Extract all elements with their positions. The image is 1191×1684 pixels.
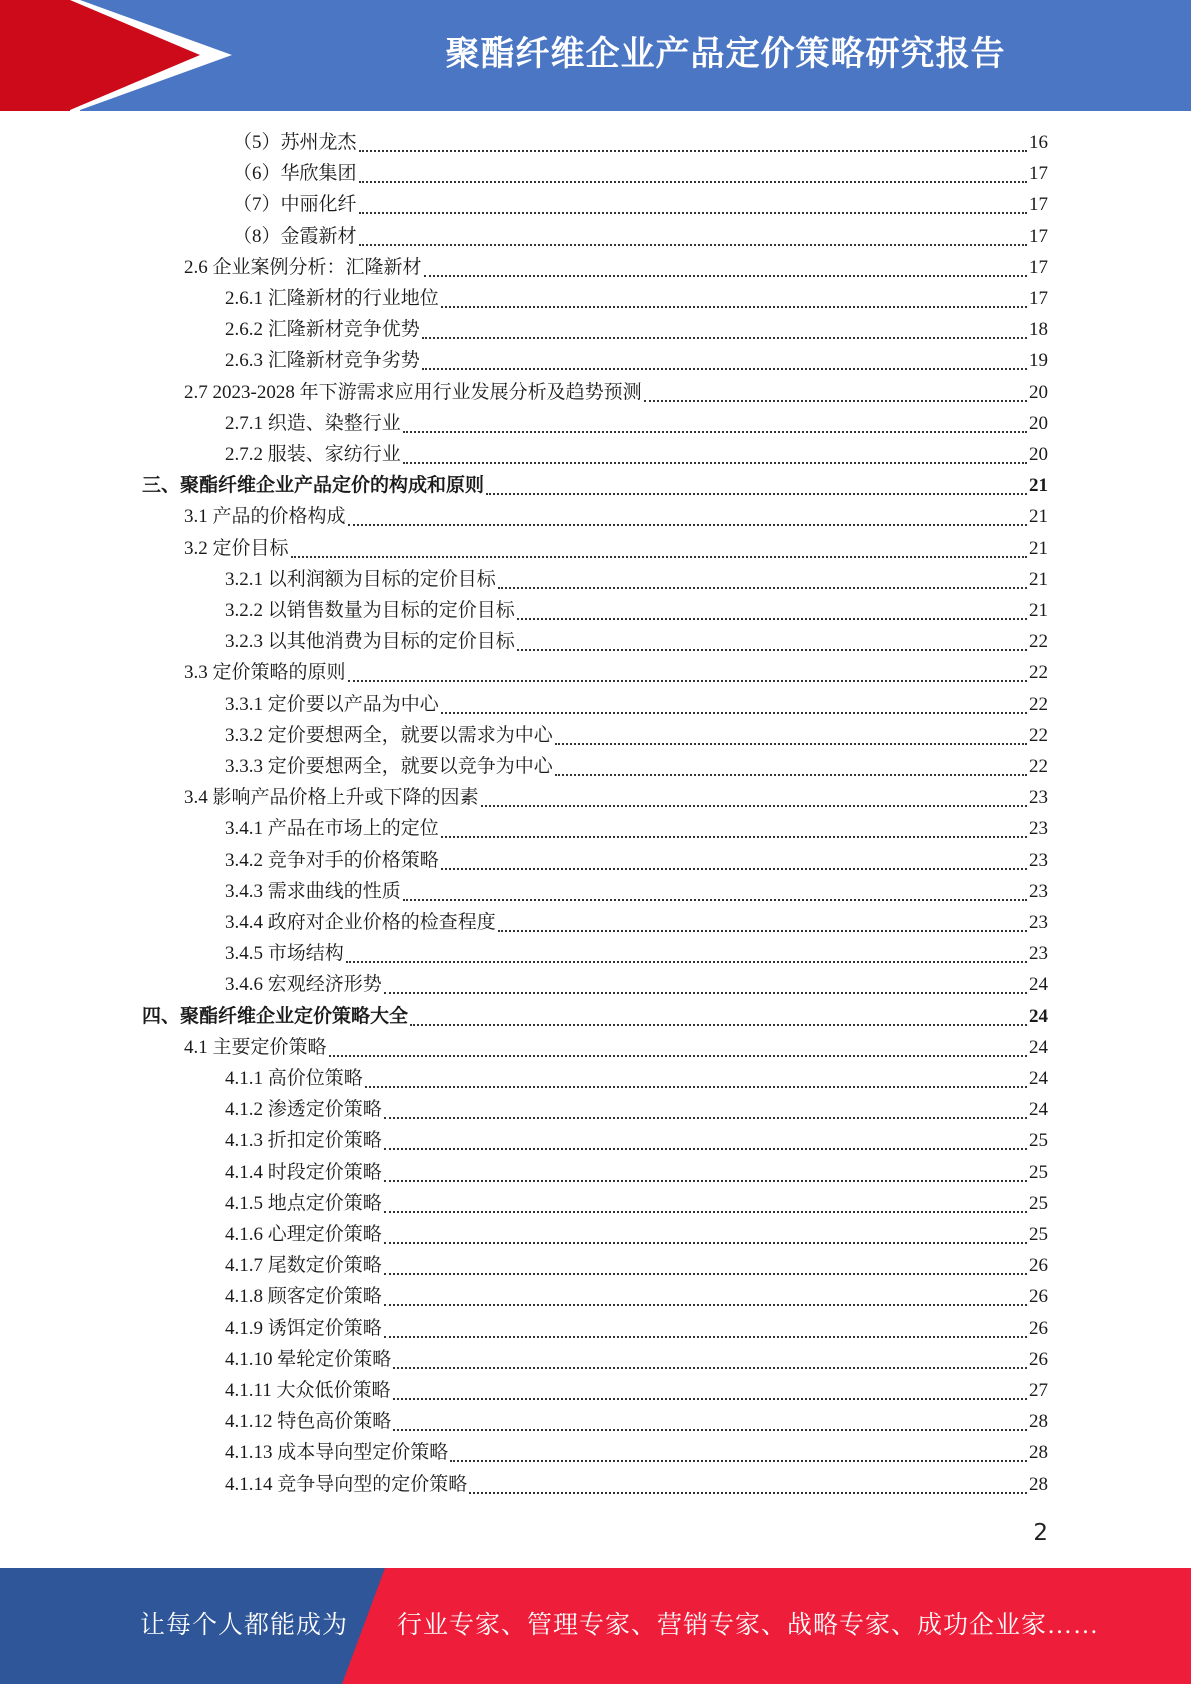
toc-entry-page: 21 [1029,506,1048,528]
toc-entry-label: 4.1.12 特色高价策略 [225,1411,392,1433]
toc-entry-label: 3.3.1 定价要以产品为中心 [225,693,439,715]
toc-entry[interactable] [233,126,1048,156]
toc-entry[interactable] [225,1468,1048,1498]
toc-entry[interactable] [233,157,1048,187]
toc-entry-label: 4.1.4 时段定价策略 [225,1161,382,1183]
toc-entry-page: 25 [1029,1224,1048,1245]
toc-entry[interactable] [225,1405,1048,1435]
footer-slogan-left: 让每个人都能成为 [140,1612,349,1639]
toc-entry-label: 3.1 产品的价格构成 [184,506,346,528]
toc-leader-dots [441,688,1027,714]
toc-leader-dots [359,188,1027,214]
toc-entry-page: 17 [1029,256,1048,278]
toc-entry[interactable] [184,781,1048,811]
toc-entry-label: 四、聚酯纤维企业定价策略大全 [142,1005,409,1027]
toc-entry-page: 22 [1029,756,1048,777]
toc-entry[interactable] [233,220,1048,250]
toc-entry-label: 4.1.5 地点定价策略 [225,1192,382,1214]
toc-entry-page: 28 [1029,1473,1048,1495]
toc-entry-label: 3.4.2 竞争对手的价格策略 [225,849,439,871]
toc-entry-page: 23 [1029,787,1048,809]
toc-leader-dots [384,1187,1027,1213]
toc-entry[interactable] [225,1062,1048,1092]
toc-entry-label: 4.1.8 顾客定价策略 [225,1286,382,1308]
toc-leader-dots [384,1156,1027,1182]
toc-entry-label: 3.3.3 定价要想两全，就要以竞争为中心 [225,756,553,777]
toc-leader-dots [393,1374,1027,1400]
page-footer [0,1568,1191,1684]
toc-entry-page: 20 [1029,381,1048,403]
toc-leader-dots [517,594,1027,620]
toc-entry-page: 20 [1029,412,1048,434]
toc-entry-page: 18 [1029,319,1048,341]
footer-slogan-right: 行业专家、管理专家、营销专家、战略专家、成功企业家…… [397,1612,1100,1639]
toc-entry[interactable] [225,688,1048,718]
toc-entry-label: （7）中丽化纤 [233,194,357,216]
toc-entry-label: 3.4.1 产品在市场上的定位 [225,818,439,840]
toc-entry[interactable] [225,844,1048,874]
toc-leader-dots [424,251,1027,277]
toc-entry[interactable] [225,1124,1048,1154]
toc-entry-page: 24 [1029,1068,1048,1089]
toc-entry-label: 4.1.13 成本导向型定价策略 [225,1442,449,1464]
toc-entry-label: 2.7.2 服装、家纺行业 [225,444,401,465]
toc-entry-page: 21 [1029,475,1048,497]
toc-entry-page: 16 [1029,132,1048,153]
toc-entry-page: 28 [1029,1442,1048,1464]
toc-entry[interactable] [225,1093,1048,1123]
toc-entry[interactable] [225,407,1048,437]
header-red-block [0,0,70,111]
toc-leader-dots [384,1312,1027,1338]
toc-leader-dots [348,500,1027,526]
toc-entry-page: 26 [1029,1348,1048,1370]
toc-entry-page: 23 [1029,943,1048,965]
toc-entry[interactable] [225,282,1048,312]
toc-entry[interactable] [225,968,1048,998]
toc-entry-page: 17 [1029,225,1048,247]
toc-leader-dots [450,1436,1027,1462]
report-title: 聚酯纤维企业产品定价策略研究报告 [445,34,1006,74]
toc-entry[interactable] [225,1343,1048,1373]
toc-entry-label: 4.1.14 竞争导向型的定价策略 [225,1473,468,1495]
toc-entry[interactable] [184,1031,1048,1061]
toc-entry-label: 2.7.1 织造、染整行业 [225,412,401,434]
toc-entry-page: 25 [1029,1192,1048,1214]
toc-entry-page: 19 [1029,350,1048,372]
toc-leader-dots [498,906,1027,932]
toc-leader-dots [348,656,1027,682]
toc-entry-page: 24 [1029,1036,1048,1058]
toc-leader-dots [422,313,1027,339]
toc-entry-label: 3.4.3 需求曲线的性质 [225,880,401,902]
toc-entry[interactable] [184,656,1048,686]
toc-entry-label: 三、聚酯纤维企业产品定价的构成和原则 [142,475,485,497]
toc-leader-dots [359,157,1027,183]
toc-leader-dots [384,1124,1027,1150]
toc-leader-dots [403,438,1027,464]
toc-entry[interactable] [225,563,1048,593]
toc-leader-dots [498,563,1027,589]
toc-entry-label: 4.1.6 心理定价策略 [225,1224,382,1245]
toc-entry[interactable] [225,625,1048,655]
toc-leader-dots [555,750,1027,776]
toc-entry-page: 21 [1029,537,1048,559]
toc-entry[interactable] [225,1374,1048,1404]
toc-leader-dots [384,968,1027,994]
toc-entry-label: 4.1.7 尾数定价策略 [225,1255,382,1277]
toc-entry-label: 3.4.4 政府对企业价格的检查程度 [225,912,496,933]
toc-entry[interactable] [225,1156,1048,1186]
toc-entry-page: 20 [1029,444,1048,465]
toc-leader-dots [441,282,1027,308]
toc-leader-dots [486,469,1027,495]
toc-entry-label: 3.3.2 定价要想两全，就要以需求为中心 [225,724,553,746]
toc-entry-page: 26 [1029,1317,1048,1339]
toc-entry[interactable] [225,1249,1048,1279]
toc-entry[interactable] [225,750,1048,780]
toc-entry[interactable] [184,500,1048,530]
toc-entry[interactable] [225,1280,1048,1310]
toc-entry-page: 17 [1029,163,1048,185]
toc-entry-page: 17 [1029,288,1048,309]
toc-entry[interactable] [184,376,1048,406]
toc-leader-dots [644,376,1027,402]
toc-entry-label: 4.1.11 大众低价策略 [225,1380,391,1401]
toc-entry-label: 2.6.3 汇隆新材竞争劣势 [225,350,420,372]
toc-leader-dots [403,407,1027,433]
toc-entry-label: 4.1.1 高价位策略 [225,1068,363,1089]
toc-entry-page: 17 [1029,194,1048,216]
toc-entry-page: 22 [1029,724,1048,746]
toc-leader-dots [393,1343,1027,1369]
toc-leader-dots [441,844,1027,870]
toc-leader-dots [359,126,1027,152]
toc-entry-label: 4.1.3 折扣定价策略 [225,1130,382,1152]
toc-entry-page: 25 [1029,1130,1048,1152]
toc-entry-page: 26 [1029,1255,1048,1277]
toc-entry-label: （6）华欣集团 [233,163,357,185]
toc-entry-page: 22 [1029,662,1048,684]
toc-entry-label: 3.2.2 以销售数量为目标的定价目标 [225,600,515,621]
toc-leader-dots [384,1218,1027,1244]
toc-leader-dots [384,1249,1027,1275]
toc-leader-dots [384,1093,1027,1119]
toc-entry-label: 3.2.3 以其他消费为目标的定价目标 [225,631,515,653]
toc-entry[interactable] [225,1312,1048,1342]
toc-entry-label: 3.4 影响产品价格上升或下降的因素 [184,787,479,809]
toc-entry-page: 24 [1029,974,1048,996]
toc-entry[interactable] [225,1187,1048,1217]
toc-entry-label: 4.1.10 晕轮定价策略 [225,1348,392,1370]
toc-entry[interactable] [233,188,1048,218]
toc-chapter-entry[interactable] [142,469,1048,499]
toc-leader-dots [384,1280,1027,1306]
toc-leader-dots [469,1468,1027,1494]
toc-entry-label: 3.4.5 市场结构 [225,943,344,965]
toc-entry-page: 24 [1029,1005,1048,1027]
toc-entry[interactable] [225,1436,1048,1466]
toc-leader-dots [393,1405,1027,1431]
toc-entry-page: 22 [1029,631,1048,653]
toc-entry[interactable] [225,313,1048,343]
toc-entry[interactable] [225,438,1048,468]
toc-leader-dots [359,220,1027,246]
toc-entry-label: （5）苏州龙杰 [233,132,357,153]
page-number: 2 [1033,1520,1048,1546]
toc-entry-page: 21 [1029,568,1048,590]
toc-entry[interactable] [225,344,1048,374]
toc-entry-label: 3.4.6 宏观经济形势 [225,974,382,996]
toc-entry-page: 23 [1029,849,1048,871]
toc-leader-dots [441,812,1027,838]
toc-entry-page: 22 [1029,693,1048,715]
toc-entry-label: （8）金霞新材 [233,225,357,247]
toc-entry-label: 2.6.2 汇隆新材竞争优势 [225,319,420,341]
toc-entry-page: 21 [1029,600,1048,621]
toc-entry-label: 2.6.1 汇隆新材的行业地位 [225,288,439,309]
toc-entry-label: 3.3 定价策略的原则 [184,662,346,684]
toc-leader-dots [365,1062,1027,1088]
toc-entry[interactable] [225,594,1048,624]
toc-entry-page: 23 [1029,818,1048,840]
toc-leader-dots [346,937,1027,963]
toc-entry-label: 4.1.9 诱饵定价策略 [225,1317,382,1339]
toc-entry-page: 24 [1029,1099,1048,1121]
toc-entry[interactable] [225,812,1048,842]
toc-leader-dots [410,1000,1027,1026]
toc-entry[interactable] [225,719,1048,749]
toc-entry-page: 25 [1029,1161,1048,1183]
toc-entry-label: 2.7 2023-2028 年下游需求应用行业发展分析及趋势预测 [184,381,642,403]
toc-leader-dots [481,781,1027,807]
toc-leader-dots [291,532,1027,558]
toc-entry-label: 2.6 企业案例分析：汇隆新材 [184,256,422,278]
toc-entry-label: 4.1.2 渗透定价策略 [225,1099,382,1121]
toc-leader-dots [517,625,1027,651]
toc-entry-page: 23 [1029,912,1048,933]
toc-entry[interactable] [225,875,1048,905]
toc-entry-label: 3.2 定价目标 [184,537,289,559]
toc-entry-label: 4.1 主要定价策略 [184,1036,327,1058]
page-header [0,0,1191,111]
toc-leader-dots [422,344,1027,370]
toc-leader-dots [555,719,1027,745]
toc-leader-dots [403,875,1027,901]
toc-entry-page: 27 [1029,1380,1048,1401]
toc-entry-page: 23 [1029,880,1048,902]
toc-entry[interactable] [184,532,1048,562]
toc-entry[interactable] [225,1218,1048,1248]
toc-entry[interactable] [225,937,1048,967]
toc-chapter-entry[interactable] [142,1000,1048,1030]
toc-entry-page: 28 [1029,1411,1048,1433]
toc-entry-page: 26 [1029,1286,1048,1308]
toc-entry[interactable] [225,906,1048,936]
toc-leader-dots [329,1031,1027,1057]
toc-entry-label: 3.2.1 以利润额为目标的定价目标 [225,568,496,590]
toc-entry[interactable] [184,251,1048,281]
